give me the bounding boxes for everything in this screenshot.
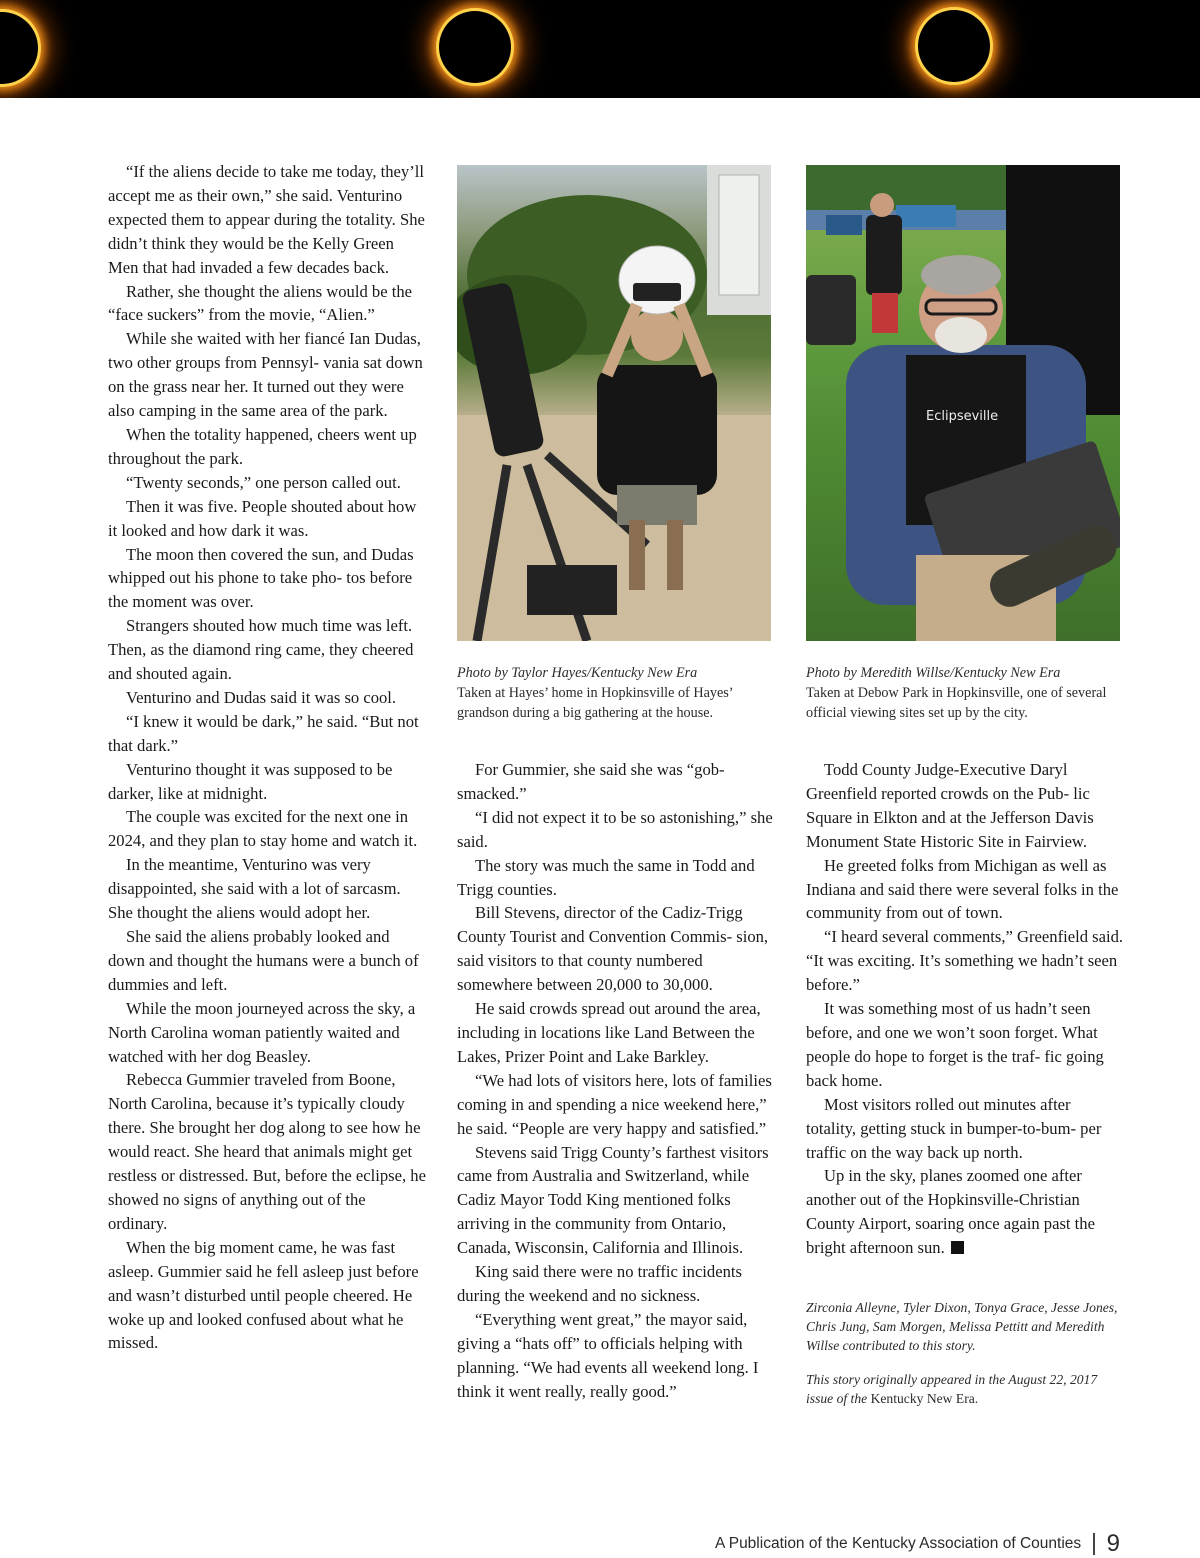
paragraph xyxy=(806,1164,1124,1260)
paragraph: Todd County Judge-Executive Daryl Greenfield reported crowds on the Pub- lic Square in Elkton and at the Jefferson Davis Monument State Historic Site in Fairview. xyxy=(806,760,1094,851)
paragraph: “I did not expect it to be so astonishing,” she said. xyxy=(457,807,773,851)
caption-text: Taken at Hayes’ home in Hopkinsville of Hayes’ grandson during a big gathering at the house. xyxy=(457,685,733,721)
paragraph-text: Up in the sky, planes zoomed one after another out of the Hopkinsville-Christian County Airport, soaring once again past the bright afternoon sun. xyxy=(806,1166,1095,1258)
paragraph: While she waited with her fiancé Ian Dudas, two other groups from Pennsyl- vania sat down on the grass near her. It turned out they were also camping in the same area of the park. xyxy=(108,329,423,421)
paragraph: “If the aliens decide to take me today, they’ll accept me as their own,” she said. Venturino expected them to appear during the totality. She didn’t think they would be the Kelly Green Men that had invaded a few decades back. xyxy=(108,162,425,277)
eclipse-banner xyxy=(0,0,1200,98)
photo-illustration xyxy=(806,165,1120,641)
paragraph: “I knew it would be dark,” he said. “But not that dark.” xyxy=(108,711,419,755)
paragraph: “I heard several comments,” Greenfield said. “It was exciting. It’s something we hadn’t seen before.” xyxy=(806,927,1124,995)
paragraph: The story was much the same in Todd and Trigg counties. xyxy=(457,855,755,899)
paragraph: It was something most of us hadn’t seen before, and one we won’t soon forget. What people do hope to forget is the traf- fic going back home. xyxy=(806,999,1104,1090)
eclipse-image xyxy=(0,12,38,84)
end-of-story-mark xyxy=(951,1241,964,1254)
paragraph: Venturino thought it was supposed to be darker, like at midnight. xyxy=(108,759,393,803)
paragraph: In the meantime, Venturino was very disappointed, she said with a lot of sarcasm. She thought the aliens would adopt her. xyxy=(108,855,401,923)
publication-name: Kentucky New Era. xyxy=(870,1391,979,1406)
article-column-3 xyxy=(806,758,1124,1260)
paragraph: The couple was excited for the next one in 2024, and they plan to stay home and watch it. xyxy=(108,807,418,851)
photo-credit: Photo by Taylor Hayes/Kentucky New Era xyxy=(457,665,698,681)
caption-text: Taken at Debow Park in Hopkinsville, one of several official viewing sites set up by the city. xyxy=(806,685,1107,721)
paragraph: She said the aliens probably looked and down and thought the humans were a bunch of dummies and left. xyxy=(108,927,419,994)
paragraph: When the totality happened, cheers went up throughout the park. xyxy=(108,424,417,468)
paragraph: For Gummier, she said she was “gob- smacked.” xyxy=(457,760,725,803)
paragraph: “Everything went great,” the mayor said, giving a “hats off” to officials helping with planning. “We had events all weekend long. I think it went really, really good.” xyxy=(457,1309,759,1401)
footer-divider xyxy=(1093,1533,1095,1555)
photo-man-with-tablet xyxy=(806,165,1120,641)
photo-caption xyxy=(457,663,773,723)
svg-text:Eclipseville: Eclipseville xyxy=(926,409,999,424)
photo-illustration xyxy=(457,165,771,641)
origin-lead: This story originally appeared in the August 22, 2017 issue of the xyxy=(806,1372,1098,1406)
paragraph: Rather, she thought the aliens would be the “face suckers” from the movie, “Alien.” xyxy=(108,281,412,325)
article-column-2 xyxy=(457,758,775,1403)
paragraph: The moon then covered the sun, and Dudas whipped out his phone to take pho- tos before the moment was over. xyxy=(108,544,414,612)
page-number: 9 xyxy=(1106,1530,1120,1557)
paragraph: “Twenty seconds,” one person called out. xyxy=(126,472,401,492)
photo-child-eclipse-glasses xyxy=(457,165,771,641)
footer-publication: A Publication of the Kentucky Association of Counties xyxy=(714,1535,1082,1552)
paragraph: Stevens said Trigg County’s farthest visitors came from Australia and Switzerland, while Cadiz Mayor Todd King mentioned folks arriving in the community from Ontario, Canada, Wisconsin, California and Illinois. xyxy=(457,1142,769,1258)
paragraph: “We had lots of visitors here, lots of families coming in and spending a nice weekend here,” he said. “People are very happy and satisfied.” xyxy=(457,1070,772,1138)
eclipse-image xyxy=(439,11,511,83)
paragraph: While the moon journeyed across the sky, a North Carolina woman patiently waited and watched with her dog Beasley. xyxy=(108,998,416,1066)
eclipse-image xyxy=(918,10,990,82)
article-column-1 xyxy=(108,160,426,1355)
paragraph: Venturino and Dudas said it was so cool. xyxy=(126,687,397,707)
paragraph: Rebecca Gummier traveled from Boone, North Carolina, because it’s typically cloudy there. She brought her dog along to see how he would react. She heard that animals might get restless or distressed. But, before the eclipse, he showed no signs of anything out of the ordinary. xyxy=(108,1070,426,1233)
paragraph: He said crowds spread out around the area, including in locations like Land Between the Lakes, Prizer Point and Lake Barkley. xyxy=(457,999,761,1066)
paragraph: Most visitors rolled out minutes after totality, getting stuck in bumper-to-bum- per traffic on the way back up north. xyxy=(806,1094,1102,1162)
contributors-note: Zirconia Alleyne, Tyler Dixon, Tonya Grace, Jesse Jones, Chris Jung, Sam Morgen, Melissa Pettitt and Meredith Willse contributed to this story. xyxy=(806,1300,1118,1353)
paragraph: King said there were no traffic incidents during the weekend and no sickness. xyxy=(457,1262,742,1305)
origin-note xyxy=(806,1370,1124,1408)
page-footer xyxy=(715,1530,1120,1558)
paragraph: Then it was five. People shouted about how it looked and how dark it was. xyxy=(108,496,417,540)
paragraph: He greeted folks from Michigan as well as Indiana and said there were several folks in the community from out of town. xyxy=(806,855,1119,923)
photo-caption xyxy=(806,663,1122,723)
photo-credit: Photo by Meredith Willse/Kentucky New Era xyxy=(806,665,1061,681)
paragraph: Strangers shouted how much time was left. Then, as the diamond ring came, they cheered and shouted again. xyxy=(108,616,414,684)
paragraph: Bill Stevens, director of the Cadiz-Trigg County Tourist and Convention Commis- sion, said visitors to that county numbered somewhere between 20,000 to 30,000. xyxy=(457,903,769,995)
paragraph: When the big moment came, he was fast asleep. Gummier said he fell asleep just before and wasn’t disturbed until people cheered. He woke up and looked confused about what he missed. xyxy=(108,1237,419,1353)
